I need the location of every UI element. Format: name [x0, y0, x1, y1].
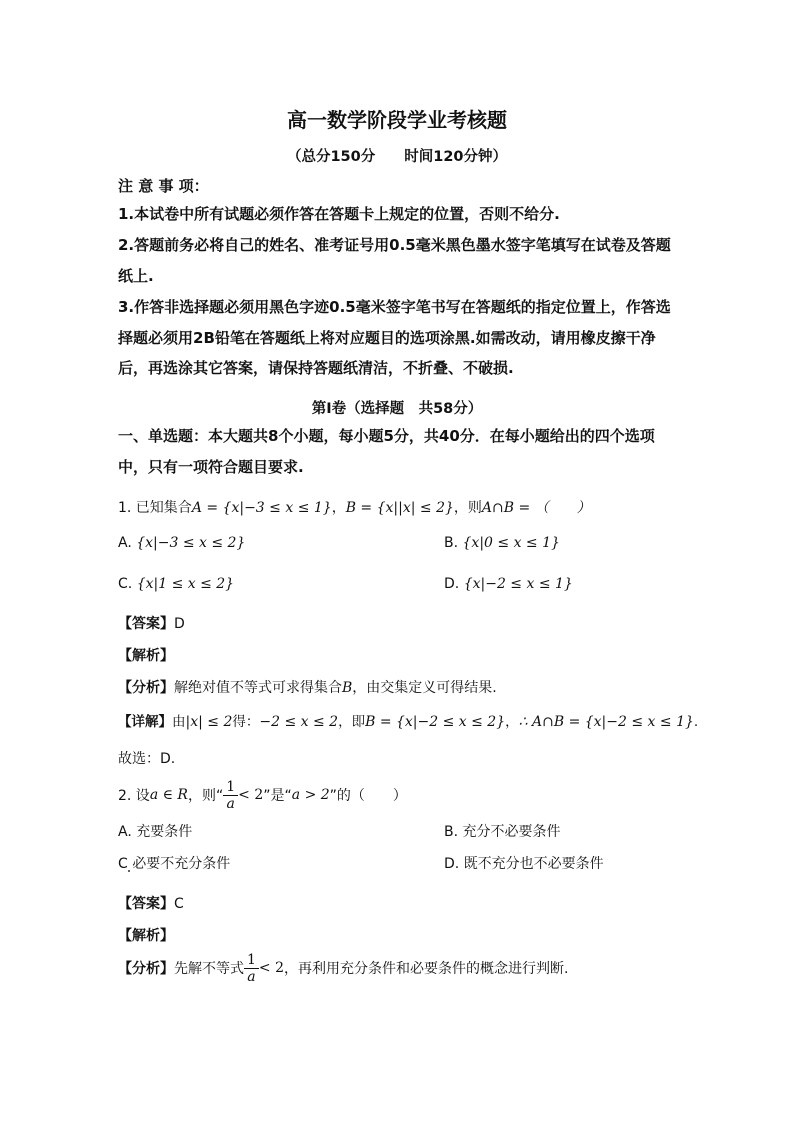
option-text: 必要不充分条件 — [132, 856, 231, 872]
q1-option-d[interactable] — [444, 576, 573, 592]
fraction-denominator: a — [247, 968, 256, 985]
fraction-denominator: a — [226, 795, 235, 812]
xiangjie-math-3: B = {x|−2 ≤ x ≤ 2} — [365, 714, 506, 730]
q1-set-b: B = {x||x| ≤ 2} — [345, 500, 454, 516]
answer-value: C — [174, 896, 184, 912]
q2-fraction — [223, 779, 238, 812]
xiangjie-text-2: 得： — [232, 714, 260, 730]
fenxi-tag: 【分析】 — [118, 961, 174, 977]
notes-item-2: 2.答题前务必将自己的姓名、准考证号用0.5毫米黑色墨水签字笔填写在试卷及答题纸上. — [118, 236, 671, 285]
section-intro: 一、单选题：本大题共8个小题，每小题5分，共40分．在每小题给出的四个选项中，只有一项符合题目要求. — [118, 427, 655, 476]
fenxi-math: < 2 — [258, 960, 285, 976]
option-text: 既不充分也不必要条件 — [463, 856, 604, 872]
fenxi-fraction — [244, 952, 259, 985]
option-text: 充分不必要条件 — [462, 824, 561, 840]
q1-option-c[interactable] — [118, 576, 234, 592]
option-label: B. — [444, 535, 459, 551]
answer-value: D — [174, 616, 185, 632]
answer-tag: 【答案】 — [118, 896, 174, 912]
option-math: {x|0 ≤ x ≤ 1} — [462, 535, 560, 551]
fenxi-text-2: ，再利用充分条件和必要条件的概念进行判断. — [284, 961, 569, 977]
xiangjie-text-3: ，即 — [338, 714, 366, 730]
q2-option-d[interactable] — [444, 853, 604, 873]
q1-stem-prefix: 1. 已知集合 — [118, 500, 192, 516]
notes-heading: 注 意 事 项： — [118, 177, 209, 195]
fraction-numerator: 1 — [244, 952, 259, 969]
xiangjie-math-2: −2 ≤ x ≤ 2 — [259, 714, 339, 730]
q1-stem-mid: ，则 — [453, 500, 482, 516]
q1-answer — [118, 613, 185, 633]
q2-stem — [118, 773, 407, 817]
option-math: {x|1 ≤ x ≤ 2} — [136, 576, 235, 592]
page-title: 高一数学阶段学业考核题 — [287, 108, 507, 132]
option-label: A. — [118, 824, 132, 840]
xiangjie-text-1: 由 — [172, 714, 186, 730]
notes-item-1: 1.本试卷中所有试题必须作答在答题卡上规定的位置，否则不给分. — [118, 205, 560, 223]
q2-stem-prefix: 2. 设 — [118, 788, 150, 804]
option-label: D. — [444, 856, 460, 872]
q2-stem-text-2: ，则“ — [187, 788, 224, 804]
option-label: D. — [444, 576, 460, 592]
q2-stem-math-3: a > 2 — [291, 787, 330, 803]
fenxi-text-1: 解绝对值不等式可求得集合 — [174, 680, 342, 696]
q1-analysis-tag: 【解析】 — [118, 648, 174, 664]
option-math: {x|−3 ≤ x ≤ 2} — [136, 535, 246, 551]
option-math: {x|−2 ≤ x ≤ 1} — [463, 576, 573, 592]
q1-xiangjie — [118, 710, 698, 730]
option-label: C. — [118, 576, 133, 592]
q1-fenxi — [118, 677, 497, 697]
fraction-numerator: 1 — [223, 779, 238, 796]
q1-conclusion: 故选：D. — [118, 751, 176, 767]
q1-intersection: A∩B = （ ） — [481, 500, 591, 516]
xiangjie-tag: 【详解】 — [118, 714, 172, 730]
xiangjie-text-4: ， — [505, 714, 519, 730]
q2-option-b[interactable] — [444, 821, 561, 841]
section-title: 第Ⅰ卷（选择题 共58分） — [311, 401, 483, 417]
q1-stem — [118, 497, 591, 517]
fenxi-var: B — [342, 680, 353, 696]
notes-item-3: 3.作答非选择题必须用黑色字迹0.5毫米签字笔书写在答题纸的指定位置上，作答选择题必须用2B铅笔在答题纸上将对应题目的选项涂黑.如需改动，请用橡皮擦干净后，再选涂其它答案，请保持答题纸清洁，不折叠、不破损. — [118, 298, 671, 377]
q1-option-a[interactable] — [118, 535, 245, 551]
page-subtitle: （总分150分 时间120分钟） — [286, 149, 508, 165]
xiangjie-end: . — [693, 714, 699, 730]
fenxi-text-2: ，由交集定义可得结果. — [352, 680, 497, 696]
q2-option-c[interactable] — [118, 853, 230, 873]
q1-comma: ， — [331, 500, 346, 516]
xiangjie-math-4: ∴ A∩B = {x|−2 ≤ x ≤ 1} — [518, 714, 694, 730]
q2-stem-text-3: ”是“ — [263, 788, 292, 804]
q2-stem-text-4: ”的（ ） — [329, 788, 407, 804]
option-label: C — [118, 856, 128, 872]
q2-answer — [118, 893, 184, 913]
option-label: B. — [444, 824, 459, 840]
stray-dot — [128, 870, 130, 872]
q1-set-a: A = {x|−3 ≤ x ≤ 1} — [191, 500, 332, 516]
xiangjie-math-1: |x| ≤ 2 — [185, 714, 233, 730]
option-text: 充要条件 — [136, 824, 193, 840]
q2-stem-math-1: a ∈ R — [149, 787, 188, 803]
q2-stem-math-2: < 2 — [238, 787, 264, 803]
q2-option-a[interactable] — [118, 821, 192, 841]
q1-option-b[interactable] — [444, 535, 560, 551]
fenxi-text-1: 先解不等式 — [174, 961, 244, 977]
q2-analysis-tag: 【解析】 — [118, 928, 174, 944]
option-label: A. — [118, 535, 132, 551]
answer-tag: 【答案】 — [118, 616, 174, 632]
fenxi-tag: 【分析】 — [118, 680, 174, 696]
q2-fenxi — [118, 946, 568, 990]
